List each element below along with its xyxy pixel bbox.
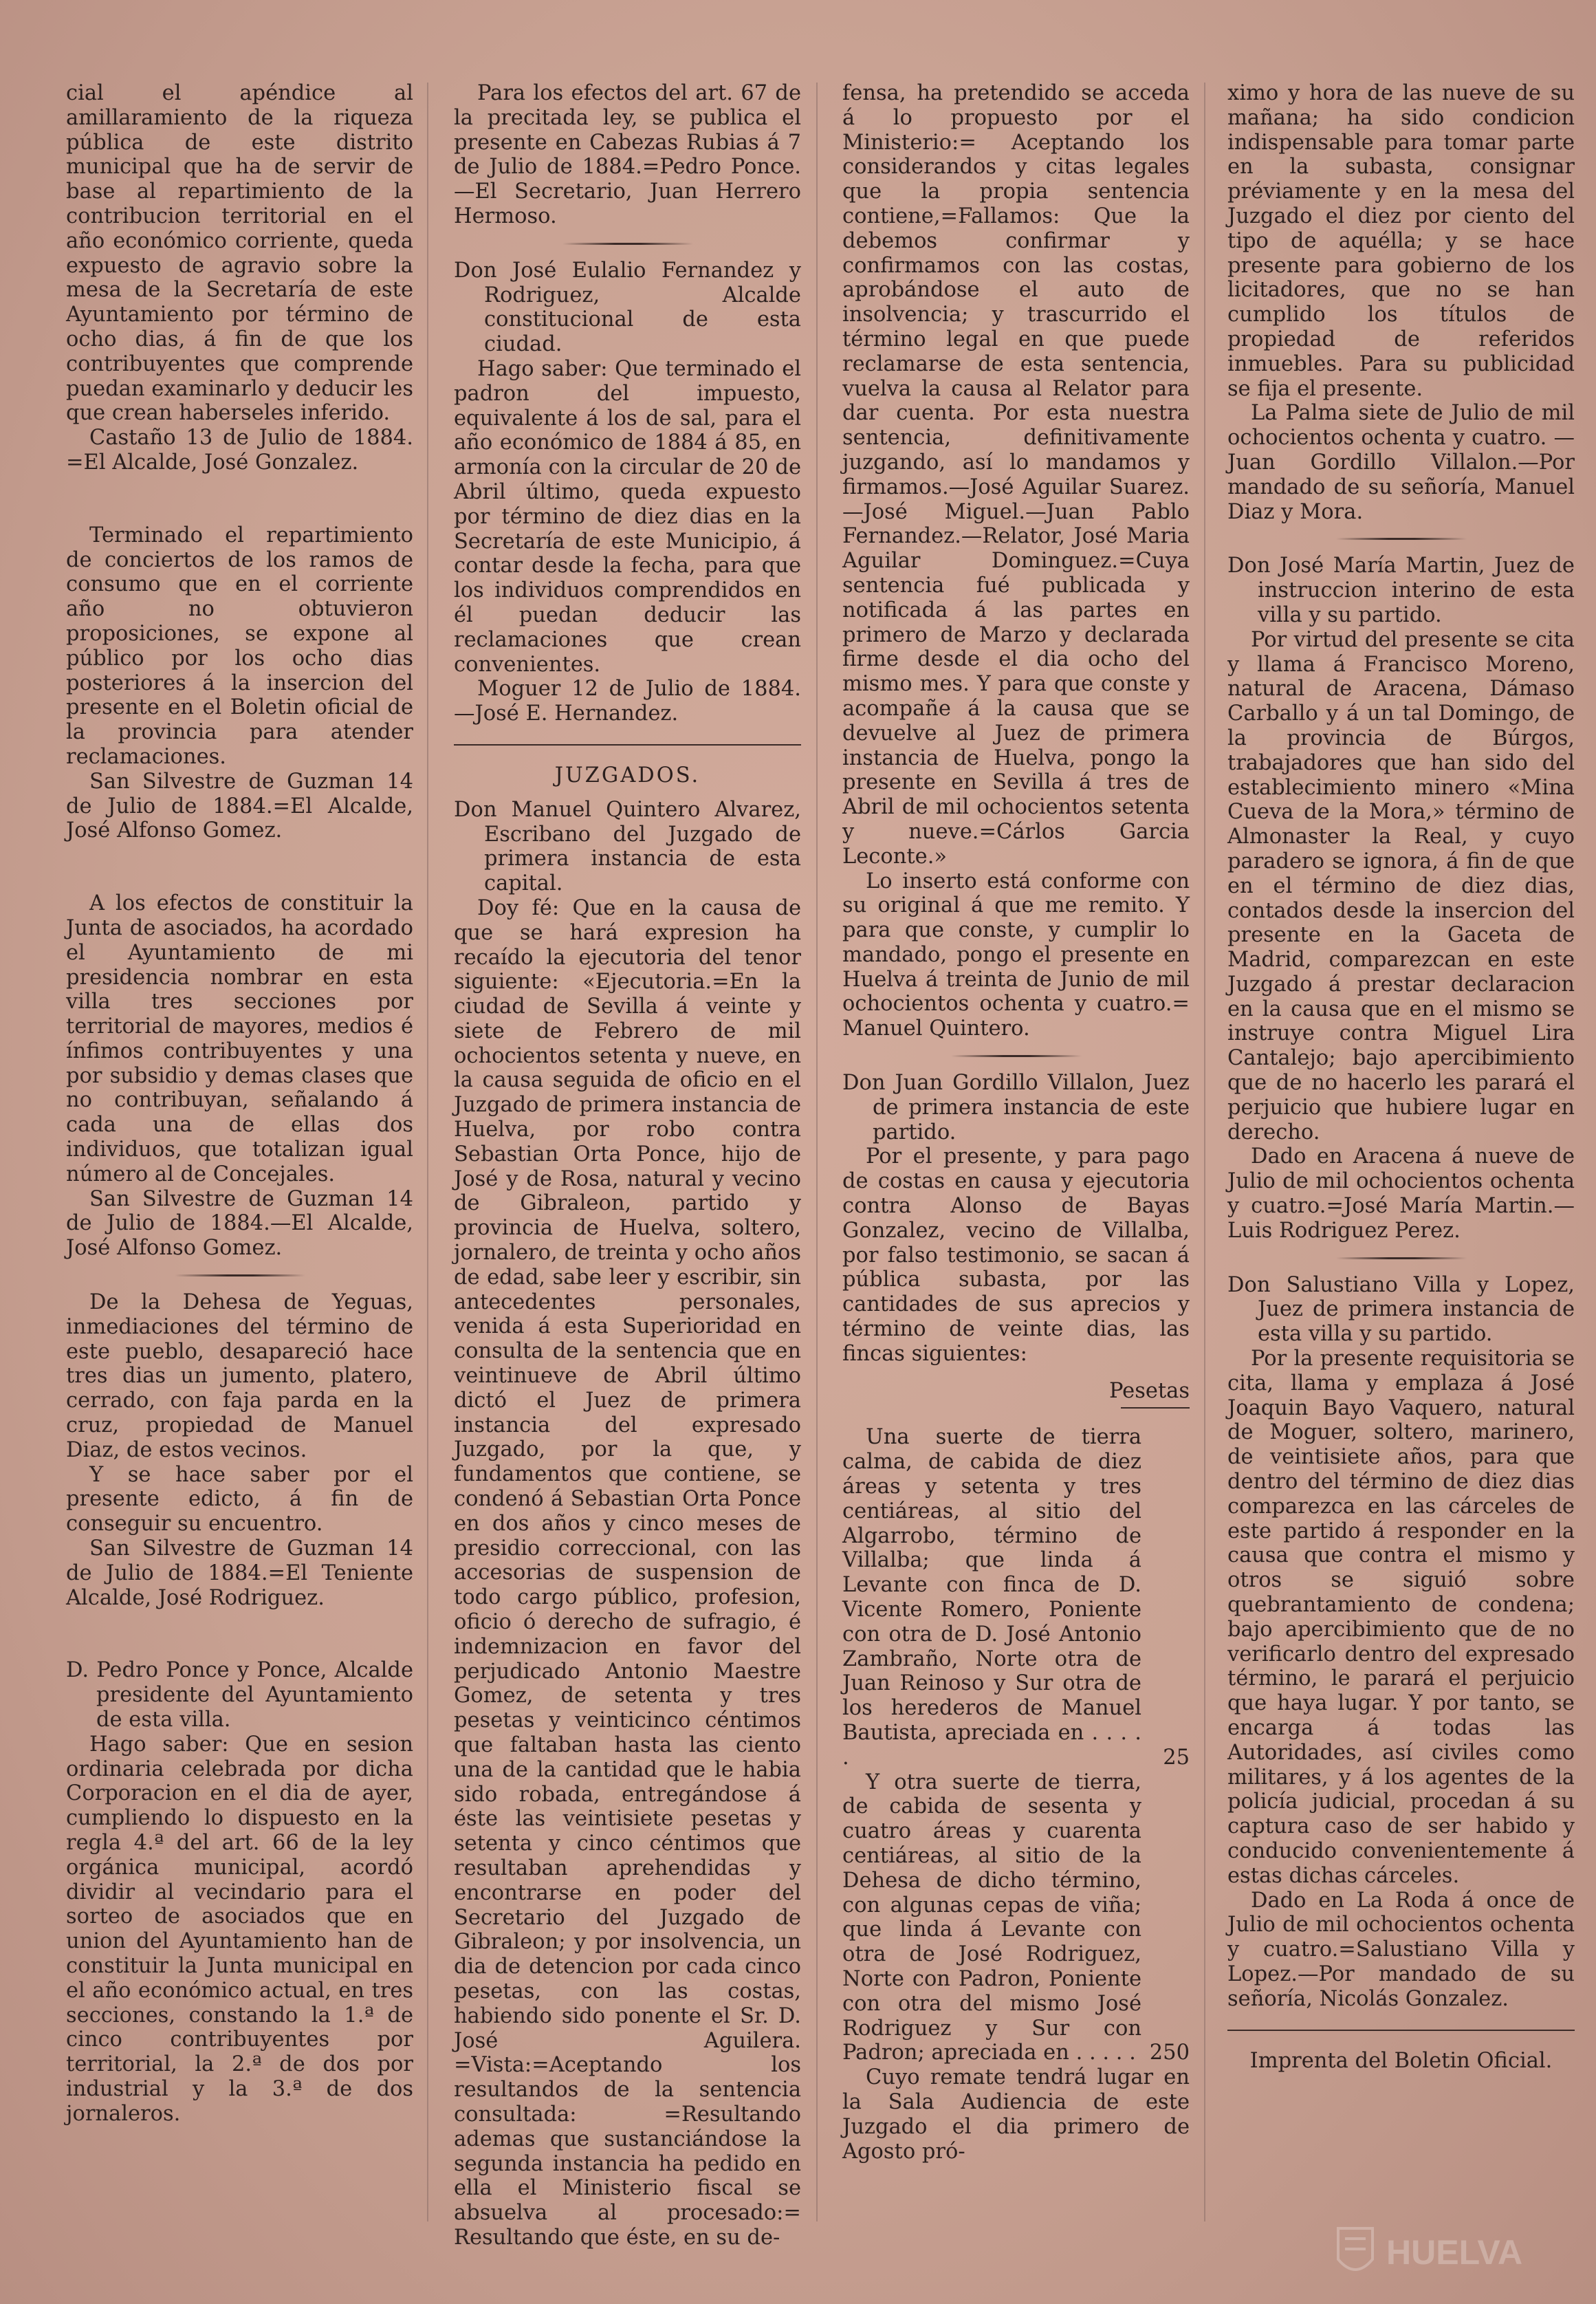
column-divider <box>816 83 818 2221</box>
paragraph: cial el apéndice al amillaramiento de la riqueza pública de este distrito municipal que ha de servir de base al repartimiento de la contribucion territorial en el año económico corriente, queda expuesto de agravio sobre la mesa de la Secretaría de este Ayuntamiento por término de ocho dias, á fin de que los contribuyentes que comprende puedan examinarlo y deducir les que crean haberseles inferido. <box>66 81 413 426</box>
section-rule <box>454 744 801 746</box>
section-rule <box>951 1055 1082 1057</box>
paragraph: Para los efectos del art. 67 de la precitada ley, se publica el presente en Cabezas Rubias á 7 de Julio de 1884.=Pedro Ponce. —El Secretario, Juan Herrero Hermoso. <box>454 81 801 228</box>
paragraph: Terminado el repartimiento de conciertos de los ramos de consumo que en el corriente año no obtuvieron proposiciones, se expone al público por los ocho dias posteriores á la insercion del presente en el Boletin oficial de la provincia para atender reclamaciones. <box>66 523 413 769</box>
paragraph: fensa, ha pretendido se acceda á lo propuesto por el Ministerio:= Aceptando los considerandos y citas legales que la propia sentencia contiene,=Fallamos: Que la debemos confirmar y confirmamos con las costas, aprobándose el auto de insolvencia; y trascurrido el término legal en que puede reclamarse de esta sentencia, vuelva la causa al Relator para dar cuenta. Por esta nuestra sentencia, definitivamente juzgando, así lo mandamos y firmamos.—José Aguilar Suarez. —José Miguel.—Juan Pablo Fernandez.—Relator, José Maria Aguilar Dominguez.=Cuya sentencia fué publicada y notificada á las partes en primero de Marzo y declarada firme desde el dia ocho del mismo mes. Y para que conste y acompañe á la causa que se devuelve al Juez de primera instancia de Huelva, pongo la presente en Sevilla á tres de Abril de mil ochocientos setenta y nueve.=Cárlos Garcia Leconte.» <box>842 81 1190 869</box>
crest-icon <box>1338 2228 1373 2270</box>
spacer <box>66 475 413 523</box>
notice-header: Don Salustiano Villa y Lopez, Juez de primera instancia de esta villa y su partido. <box>1227 1272 1575 1347</box>
section-heading: JUZGADOS. <box>554 763 701 787</box>
watermark-text: HUELVA <box>1386 2233 1523 2272</box>
lot-description: Una suerte de tierra calma, de cabida de diez áreas y setenta y tres centiáreas, al sitio del Algarrobo, término de Villalba; que linda á Levante con finca de D. Vicente Romero, Poniente con otra de D. José Antonio Zambraño, Norte otra de Juan Reinoso y Sur otra de los herederos de Manuel Bautista, apreciada en . . . . . <box>842 1425 1141 1770</box>
paragraph: Por la presente requisitoria se cita, llama y emplaza á José Joaquin Bayo Vaquero, natural de Moguer, soltero, marinero, de veintisiete años, para que dentro del término de diez dias comparezca en las cárceles de este partido á responder en la causa que contra el mismo y otros se siguió sobre quebrantamiento de condena; bajo apercibimiento que de no verificarlo dentro del expresado término, le parará el perjuicio que haya lugar. Y por tanto, se encarga á todas las Autoridades, así civiles como militares, y á los agentes de la policía judicial, procedan á su captura caso de ser habido y conducido convenientemente á estas dichas cárceles. <box>1227 1347 1575 1888</box>
signature-line: Moguer 12 de Julio de 1884. —José E. Hernandez. <box>454 677 801 726</box>
notice-header: Don Juan Gordillo Villalon, Juez de primera instancia de este partido. <box>842 1071 1190 1144</box>
paragraph: Doy fé: Que en la causa de que se hará expresion ha recaído la ejecutoria del tenor siguiente: «Ejecutoria.=En la ciudad de Sevilla á veinte y siete de Febrero de mil ochocientos setenta y nueve, en la causa seguida de oficio en el Juzgado de primera instancia de Huelva, por robo contra Sebastian Orta Ponce, hijo de José y de Rosa, natural y vecino de Gibraleon, partido y provincia de Huelva, soltero, jornalero, de treinta y ocho años de edad, sabe leer y escribir, sin antecedentes personales, venida á esta Superioridad en consulta de la sentencia que en veintinueve de Abril último dictó el Juez de primera instancia del expresado Juzgado, por la que, y fundamentos que contiene, se condenó á Sebastian Orta Ponce en dos años y cinco meses de presidio correccional, con las accesorias de suspension de todo cargo público, profesion, oficio ó derecho de sufragio, é indemnizacion en favor del perjudicado Antonio Maestre Gomez, de setenta y tres pesetas y veinticinco céntimos que faltaban hasta las ciento una de la cantidad que le habia sido robada, entregándose á éste las veintisiete pesetas y setenta y cinco céntimos que resultaban aprehendidas y encontrarse en poder del Secretario del Juzgado de Gibraleon; y por insolvencia, un dia de detencion por cada cinco pesetas, con las costas, habiendo sido ponente el Sr. D. José Aguilera. =Vista:=Aceptando los resultandos de la sentencia consultada: =Resultando ademas que sustanciándose la segunda instancia ha pedido en ella el Ministerio fiscal se absuelva al procesado:= Resultando que éste, en su de- <box>454 895 801 2250</box>
paragraph: Hago saber: Que terminado el padron del impuesto, equivalente á los de sal, para el año económico de 1884 á 85, en armonía con la circular de 20 de Abril último, queda expuesto por término de diez dias en la Secretaría de este Municipio, á contar desde la fecha, para que los individuos comprendidos en él puedan deducir las reclamaciones que crean convenientes. <box>454 356 801 677</box>
pesetas-rule <box>1121 1407 1190 1409</box>
printer-imprint: Imprenta del Boletin Oficial. <box>1249 2048 1553 2073</box>
section-rule <box>1336 538 1467 540</box>
column-4 <box>1227 81 1575 2073</box>
lot-amount: 250 <box>1149 2041 1190 2065</box>
signature-line: La Palma siete de Julio de mil ochocientos ochenta y cuatro. —Juan Gordillo Villalon.—Por mandado de su señoría, Manuel Diaz y Mora. <box>1227 401 1575 524</box>
lot-description: Y otra suerte de tierra, de cabida de sesenta y cuatro áreas y cuarenta centiáreas, al sitio de la Dehesa de dicho término, con algunas cepas de viña; que linda á Levante con otra de José Rodriguez, Norte con Padron, Poniente con otra del mismo José Rodriguez y Sur con Padron; apreciada en . . . . . <box>842 1770 1141 2065</box>
column-divider <box>427 83 428 2221</box>
paragraph: Hago saber: Que en sesion ordinaria celebrada por dicha Corporacion en el dia de ayer, cumpliendo lo dispuesto en la regla 4.ª del art. 66 de la ley orgánica municipal, acordó dividir al vecindario para el sorteo de asociados que en union del Ayuntamiento han de constituir la Junta municipal en el año económico actual, en tres secciones, constando la 1.ª de cinco contribuyentes por territorial, la 2.ª de dos por industrial y la 3.ª de dos jornaleros. <box>66 1732 413 2126</box>
paragraph: Y se hace saber por el presente edicto, á fin de conseguir su encuentro. <box>66 1462 413 1536</box>
paragraph: A los efectos de constituir la Junta de asociados, ha acordado el Ayuntamiento de mi presidencia nombrar en esta villa tres secciones por territorial de mayores, medios é ínfimos contribuyentes y una por subsidio y demas clases que no contribuyan, señalando á cada una de ellas dos individuos, que totalizan igual número al de Concejales. <box>66 891 413 1186</box>
signature-line: San Silvestre de Guzman 14 de Julio de 1884.=El Alcalde, José Alfonso Gomez. <box>66 769 413 843</box>
paragraph: Lo inserto está conforme con su original á que me remito. Y para que conste, y cumplir lo mandado, pongo el presente en Huelva á treinta de Junio de mil ochocientos ochenta y cuatro.= Manuel Quintero. <box>842 869 1190 1041</box>
column-1 <box>66 81 413 2127</box>
paragraph: De la Dehesa de Yeguas, inmediaciones del término de este pueblo, desapareció hace tres dias un jumento, platero, cerrado, con faja parda en la cruz, propiedad de Manuel Diaz, de estos vecinos. <box>66 1290 413 1462</box>
paragraph: Por el presente, y para pago de costas en causa y ejecutoria contra Alonso de Bayas Gonzalez, vecino de Villalba, por falso testimonio, se sacan á pública subasta, por las cantidades de sus aprecios y término de veinte dias, las fincas siguientes: <box>842 1144 1190 1366</box>
signature-line: San Silvestre de Guzman 14 de Julio de 1884.—El Alcalde, José Alfonso Gomez. <box>66 1186 413 1261</box>
notice-header: Don José María Martin, Juez de instruccion interino de esta villa y su partido. <box>1227 554 1575 627</box>
spacer <box>66 1610 413 1658</box>
signature-line: Dado en La Roda á once de Julio de mil ochocientos ochenta y cuatro.=Salustiano Villa y Lopez.—Por mandado de su señoría, Nicolás Gonzalez. <box>1227 1888 1575 2011</box>
paragraph: Por virtud del presente se cita y llama á Francisco Moreno, natural de Aracena, Dámaso Carballo y á un tal Domingo, de la provincia de Búrgos, trabajadores que han sido del establecimiento minero «Mina Cueva de la Mora,» término de Almonaster la Real, y cuyo paradero se ignora, á fin de que en el término de diez dias, contados desde la insercion del presente en la Gaceta de Madrid, comparezcan en este Juzgado á prestar declaracion en la causa que en el mismo se instruye contra Miguel Lira Cantalejo; bajo apercibimiento que de no hacerlo les parará el perjuicio que hubiere lugar en derecho. <box>1227 627 1575 1144</box>
paragraph: ximo y hora de las nueve de su mañana; ha sido condicion indispensable para tomar parte en la subasta, consignar préviamente y en la mesa del Juzgado el diez por ciento del tipo de aquélla; y se hace presente para gobierno de los licitadores, que no se han cumplido los títulos de propiedad de referidos inmuebles. Para su publicidad se fija el presente. <box>1227 81 1575 401</box>
pesetas-heading: Pesetas <box>1109 1378 1190 1403</box>
signature-line: San Silvestre de Guzman 14 de Julio de 1884.=El Teniente Alcalde, José Rodriguez. <box>66 1536 413 1610</box>
column-3 <box>842 81 1190 2164</box>
section-rule <box>1336 1257 1467 1259</box>
property-lot <box>842 1770 1190 2066</box>
paragraph: Cuyo remate tendrá lugar en la Sala Audiencia de este Juzgado el dia primero de Agosto pró- <box>842 2065 1190 2164</box>
signature-line: Castaño 13 de Julio de 1884. =El Alcalde, José Gonzalez. <box>66 426 413 475</box>
column-divider <box>1204 83 1205 2221</box>
notice-header: Don José Eulalio Fernandez y Rodriguez, Alcalde constitucional de esta ciudad. <box>454 258 801 357</box>
signature-line: Dado en Aracena á nueve de Julio de mil ochocientos ochenta y cuatro.=José María Martin.— Luis Rodriguez Perez. <box>1227 1144 1575 1243</box>
property-lot <box>842 1425 1190 1770</box>
spacer <box>66 843 413 891</box>
section-rule <box>1227 2030 1575 2031</box>
lot-amount: 25 <box>1163 1745 1190 1770</box>
notice-header: D. Pedro Ponce y Ponce, Alcalde presidente del Ayuntamiento de esta villa. <box>66 1658 413 1732</box>
notice-header: Don Manuel Quintero Alvarez, Escribano del Juzgado de primera instancia de esta capital. <box>454 797 801 896</box>
section-rule <box>175 1274 305 1276</box>
column-2 <box>454 81 801 2250</box>
archive-watermark <box>1328 2215 1555 2290</box>
section-rule <box>562 243 693 245</box>
